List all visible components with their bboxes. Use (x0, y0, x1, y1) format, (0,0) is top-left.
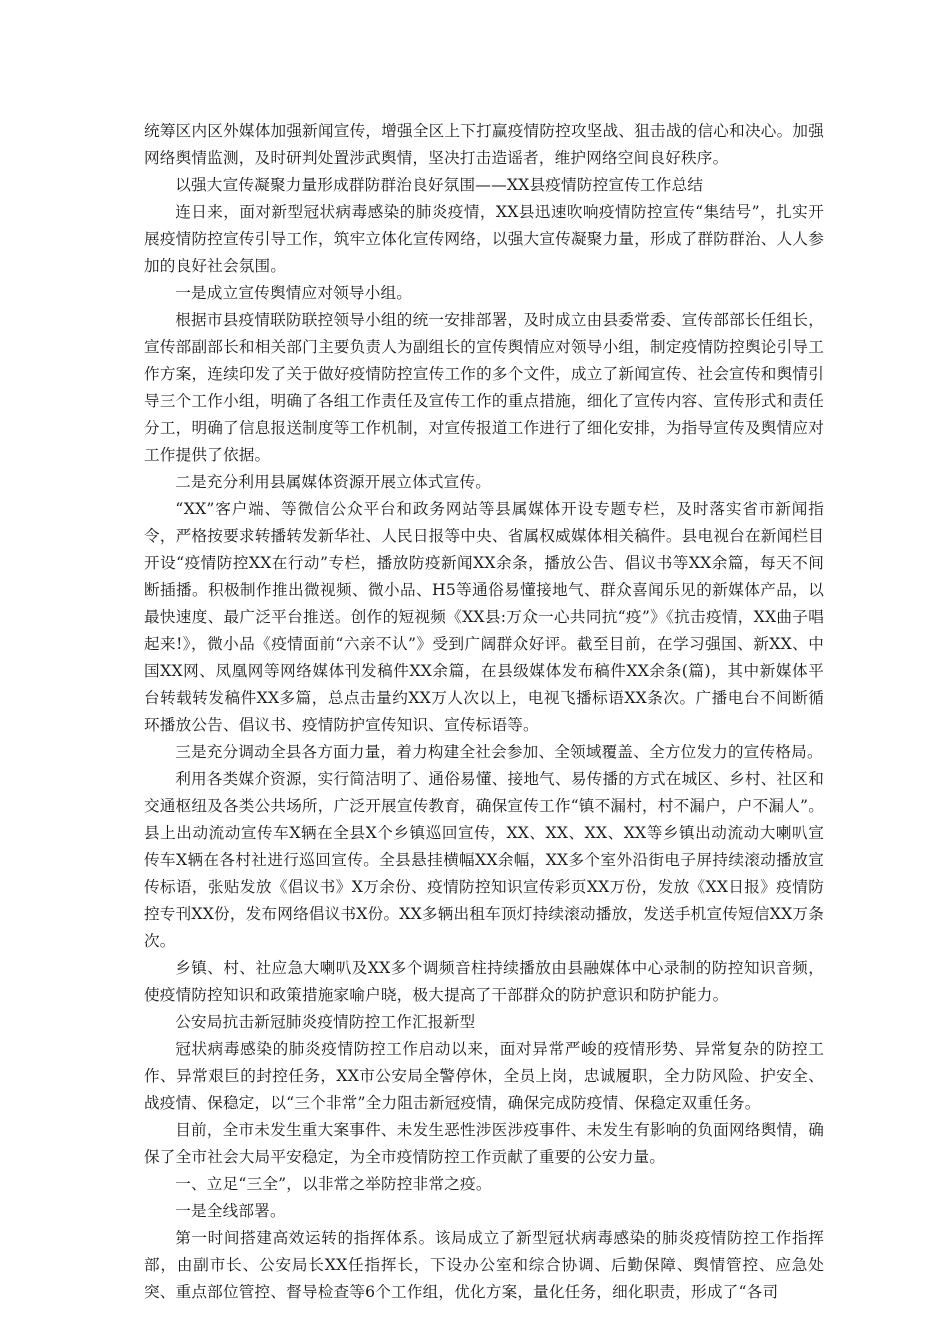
paragraph: 乡镇、村、社应急大喇叭及XX多个调频音柱持续播放由县融媒体中心录制的防控知识音频，使疫情防控知识和政策措施家喻户晓，极大提高了干部群众的防护意识和防护能力。 (144, 959, 824, 1004)
paragraph: 连日来，面对新型冠状病毒感染的肺炎疫情，XX县迅速吹响疫情防控宣传“集结号”，扎实开展疫情防控宣传引导工作，筑牢立体化宣传网络，以强大宣传凝聚力量，形成了群防群治、人人参加的良好社会氛围。 (144, 203, 824, 275)
paragraph: 根据市县疫情联防联控领导小组的统一安排部署，及时成立由县委常委、宣传部部长任组长，宣传部副部长和相关部门主要负责人为副组长的宣传舆情应对领导小组，制定疫情防控舆论引导工作方案，连续印发了关于做好疫情防控宣传工作的多个文件，成立了新闻宣传、社会宣传和舆情引导三个工作小组，明确了各组工作责任及宣传工作的重点措施，细化了宣传内容、宣传形式和责任分工，明确了信息报送制度等工作机制，对宣传报道工作进行了细化安排，为指导宣传及舆情应对工作提供了依据。 (144, 311, 824, 464)
section-heading: 一、立足“三全”，以非常之举防控非常之疫。 (175, 1175, 492, 1193)
paragraph: 第一时间搭建高效运转的指挥体系。该局成立了新型冠状病毒感染的肺炎疫情防控工作指挥部，由副市长、公安局长XX任指挥长，下设办公室和综合协调、后勤保障、舆情管控、应急处突、重点部位管控、督导检查等6个工作组，优化方案，量化任务，细化职责，形成了“各司 (144, 1229, 824, 1301)
section-heading: 二是充分利用县属媒体资源开展立体式宣传。 (175, 473, 492, 491)
section-heading: 三是充分调动全县各方面力量，着力构建全社会参加、全领域覆盖、全方位发力的宣传格局。 (175, 743, 823, 761)
paragraph: 冠状病毒感染的肺炎疫情防控工作启动以来，面对异常严峻的疫情形势、异常复杂的防控工作、异常艰巨的封控任务，XX市公安局全警停休，全员上岗，忠诚履职，全力防风险、护安全、战疫情、保稳定，以“三个非常”全力阻击新冠疫情，确保完成防疫情、保稳定双重任务。 (144, 1040, 824, 1112)
section-heading: 一是全线部署。 (175, 1202, 286, 1220)
section-heading: 一是成立宣传舆情应对领导小组。 (175, 284, 413, 302)
article-title: 公安局抗击新冠肺炎疫情防控工作汇报新型 (175, 1013, 476, 1031)
paragraph: 利用各类媒介资源，实行简洁明了、通俗易懂、接地气、易传播的方式在城区、乡村、社区和交通枢纽及各类公共场所，广泛开展宣传教育，确保宣传工作“镇不漏村，村不漏户，户不漏人”。县上出动流动宣传车X辆在全县X个乡镇巡回宣传，XX、XX、XX、XX等乡镇出动流动大喇叭宣传车X辆在各村社进行巡回宣传。全县悬挂横幅XX余幅，XX多个室外沿街电子屏持续滚动播放宣传标语，张贴发放《倡议书》X万余份、疫情防控知识宣传彩页XX万份，发放《XX日报》疫情防控专刊XX份，发布网络倡议书X份。XX多辆出租车顶灯持续滚动播放，发送手机宣传短信XX万条次。 (144, 770, 824, 950)
paragraph: “XX”客户端、等微信公众平台和政务网站等县属媒体开设专题专栏，及时落实省市新闻指令，严格按要求转播转发新华社、人民日报等中央、省属权威媒体相关稿件。县电视台在新闻栏目开设“疫情防控XX在行动”专栏，播放防疫新闻XX余条，播放公告、倡议书等XX余篇，每天不间断插播。积极制作推出微视频、微小品、H5等通俗易懂接地气、群众喜闻乐见的新媒体产品，以最快速度、最广泛平台推送。创作的短视频《XX县:万众一心共同抗“疫”》《抗击疫情，XX曲子唱起来!》，微小品《疫情面前“六亲不认”》受到广阔群众好评。截至目前，在学习强国、新XX、中国XX网、凤凰网等网络媒体刊发稿件XX余篇，在县级媒体发布稿件XX余条(篇)，其中新媒体平台转载转发稿件XX多篇，总点击量约XX万人次以上，电视飞播标语XX条次。广播电台不间断循环播放公告、倡议书、疫情防护宣传知识、宣传标语等。 (144, 500, 824, 734)
paragraph-continuation: 统筹区内区外媒体加强新闻宣传，增强全区上下打赢疫情防控攻坚战、狙击战的信心和决心。加强网络舆情监测，及时研判处置涉武舆情，坚决打击造谣者，维护网络空间良好秩序。 (144, 122, 824, 167)
paragraph: 目前，全市未发生重大案事件、未发生恶性涉医涉疫事件、未发生有影响的负面网络舆情，确保了全市社会大局平安稳定，为全市疫情防控工作贡献了重要的公安力量。 (144, 1121, 824, 1166)
document-body (144, 118, 824, 1306)
article-title: 以强大宣传凝聚力量形成群防群治良好氛围——XX县疫情防控宣传工作总结 (175, 176, 704, 194)
